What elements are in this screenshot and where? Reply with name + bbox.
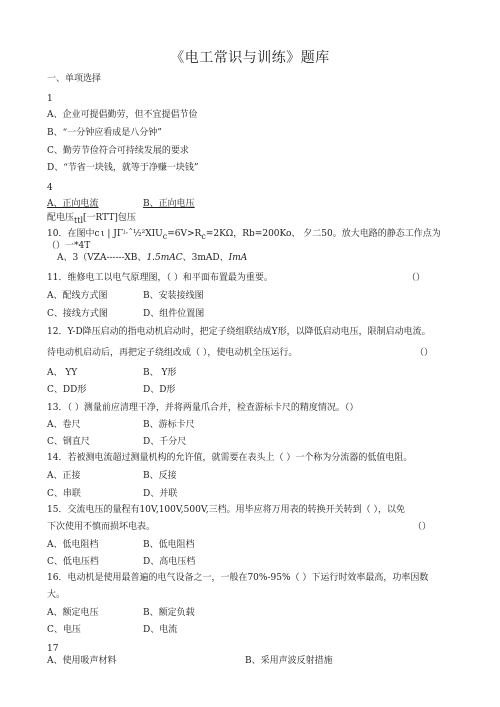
question-15-stem-2: 下次使用不慎而损坏电表。	[47, 522, 156, 532]
question-12-option-c: C、DD形	[47, 385, 87, 395]
question-4-number: 4	[47, 183, 53, 193]
question-15-option-a: A、低电阻档	[47, 540, 99, 550]
question-10-options-italic-1: 1.5mAC	[146, 253, 183, 263]
question-16-option-d: D、电流	[143, 625, 178, 635]
question-16-option-c: C、电压	[47, 625, 81, 635]
question-13-stem: 13．（ ）测量前应清理干净，并将两量爪合并，检查游标卡尺的精度情况。（）	[47, 403, 359, 413]
question-13-option-b: B、游标卡尺	[143, 420, 195, 430]
question-11-answer-paren: （）	[407, 273, 426, 283]
question-11-options-row-2	[47, 309, 460, 320]
question-10-stem-part3: =2KΩ，Rb=200Ko、 夕二50。放大电路的静态工作点为	[205, 229, 441, 239]
question-12-stem-2: 待电动机启动后，再把定子绕组改成（ ），使电动机全压运行。	[47, 348, 298, 358]
question-14-option-d: D、并联	[143, 489, 178, 499]
question-10-stem-part1: 10．在图中c ι | JΓʲ·ˆ½²XIU	[47, 229, 163, 239]
question-11-stem-line	[47, 273, 460, 284]
question-11-option-a: A、配线方式图	[47, 291, 108, 301]
question-17-option-b: B、采用声波反射措施	[245, 656, 333, 666]
question-12-options-row-1	[47, 368, 460, 379]
question-4-extra-tail: [一RTT]包压	[83, 213, 136, 223]
question-12-option-d: D、D形	[143, 385, 176, 395]
question-16-stem-line-1: 16．电动机是使用最普遍的电气设备之一，一般在70%-95%（ ）下运行时效率最高，功率因数	[47, 573, 429, 583]
question-10-options-part1: A、3（VZA------XB、	[57, 253, 147, 263]
question-15-stem-line-2	[47, 522, 460, 533]
question-16-options-row-2	[47, 625, 460, 636]
question-10-options-italic-2: ImA	[228, 253, 248, 263]
question-4-option-b: B、正向电压	[143, 199, 195, 209]
question-12-stem-line-2	[47, 348, 460, 359]
question-10-stem-part2: =6V>R	[167, 229, 202, 239]
question-1-option-a: A、企业可提倡勤劳，但不宜提倡节俭	[47, 110, 198, 120]
question-14-option-b: B、反接	[143, 471, 177, 481]
question-10-options-part2: 、3mAD、	[182, 253, 229, 263]
question-13-option-a: A、卷尺	[47, 420, 81, 430]
question-17-number: 17	[47, 644, 59, 654]
document-title: 《电工常识与训练》题库	[170, 50, 330, 66]
question-12-option-a: A、 YY	[47, 368, 78, 378]
question-11-options-row-1	[47, 291, 460, 302]
question-4-extra-line	[47, 213, 460, 226]
question-16-options-row-1	[47, 608, 460, 619]
question-15-option-c: C、低电压档	[47, 557, 99, 567]
question-15-options-row-2	[47, 557, 460, 568]
question-4-extra-subscript: ttl	[74, 215, 84, 225]
question-10-stem	[47, 229, 460, 242]
question-4-extra: 配电压	[47, 213, 75, 223]
question-15-option-b: B、低电阻档	[143, 540, 195, 550]
question-11-stem: 11．维修电工以电气原理图，（ ）和平面布置最为重要。	[47, 273, 273, 283]
question-14-stem: 14．若被测电流超过测量机构的允许值，就需要在表头上（ ）一个称为分流器的低值电阻。	[47, 453, 413, 463]
question-12-answer-paren: （）	[415, 348, 434, 358]
question-14-options-row-1	[47, 471, 460, 482]
question-12-options-row-2	[47, 385, 460, 396]
question-14-option-c: C、串联	[47, 489, 81, 499]
question-4-options	[47, 199, 460, 210]
question-13-options-row-1	[47, 420, 460, 431]
question-16-stem-line-2: 大。	[47, 590, 66, 600]
question-12-option-b: B、 Y形	[143, 368, 177, 378]
question-17-option-a: A、使用吸声材料	[47, 656, 117, 666]
question-15-option-d: D、高电压档	[143, 557, 196, 567]
question-10-subscript-1: c	[162, 231, 168, 241]
question-1-option-b: B、“一分钟应看成是八分钟”	[47, 128, 162, 138]
question-13-options-row-2	[47, 437, 460, 448]
question-16-option-a: A、额定电压	[47, 608, 99, 618]
question-11-option-b: B、安装接线图	[143, 291, 204, 301]
question-14-options-row-2	[47, 489, 460, 500]
question-4-option-a: A、正向电流	[47, 199, 99, 209]
question-13-option-c: C、钢直尺	[47, 437, 90, 447]
question-16-option-b: B、额定负载	[143, 608, 195, 618]
question-10-stem-line2: （）一*4T	[47, 241, 91, 251]
question-1-number: 1	[47, 94, 53, 104]
question-10-options	[57, 253, 460, 264]
question-12-stem-line-1: 12．Y-D降压启动的指电动机启动时，把定子绕组联结成Y形，以降低启动电压，限制启动电流。	[47, 327, 431, 337]
question-15-options-row-1	[47, 540, 460, 551]
question-11-option-d: D、组件位置图	[143, 309, 205, 319]
question-17-options-row-1	[47, 656, 460, 667]
question-1-option-d: D、“节省一块钱，就等于净赚一块钱”	[47, 163, 199, 173]
question-10-subscript-2: c	[201, 231, 206, 241]
question-13-option-d: D、千分尺	[143, 437, 187, 447]
question-15-answer-paren: （）	[413, 522, 432, 532]
question-14-option-a: A、正接	[47, 471, 81, 481]
question-1-option-c: C、勤劳节俭符合可持续发展的要求	[47, 146, 189, 156]
question-15-stem-line-1: 15．交流电压的量程有10V,100V,500V,三档。用毕应将万用表的转换开关转到（ ），以免	[47, 505, 405, 515]
question-11-option-c: C、接线方式图	[47, 309, 108, 319]
section-heading: 一、单项选择	[47, 74, 102, 84]
